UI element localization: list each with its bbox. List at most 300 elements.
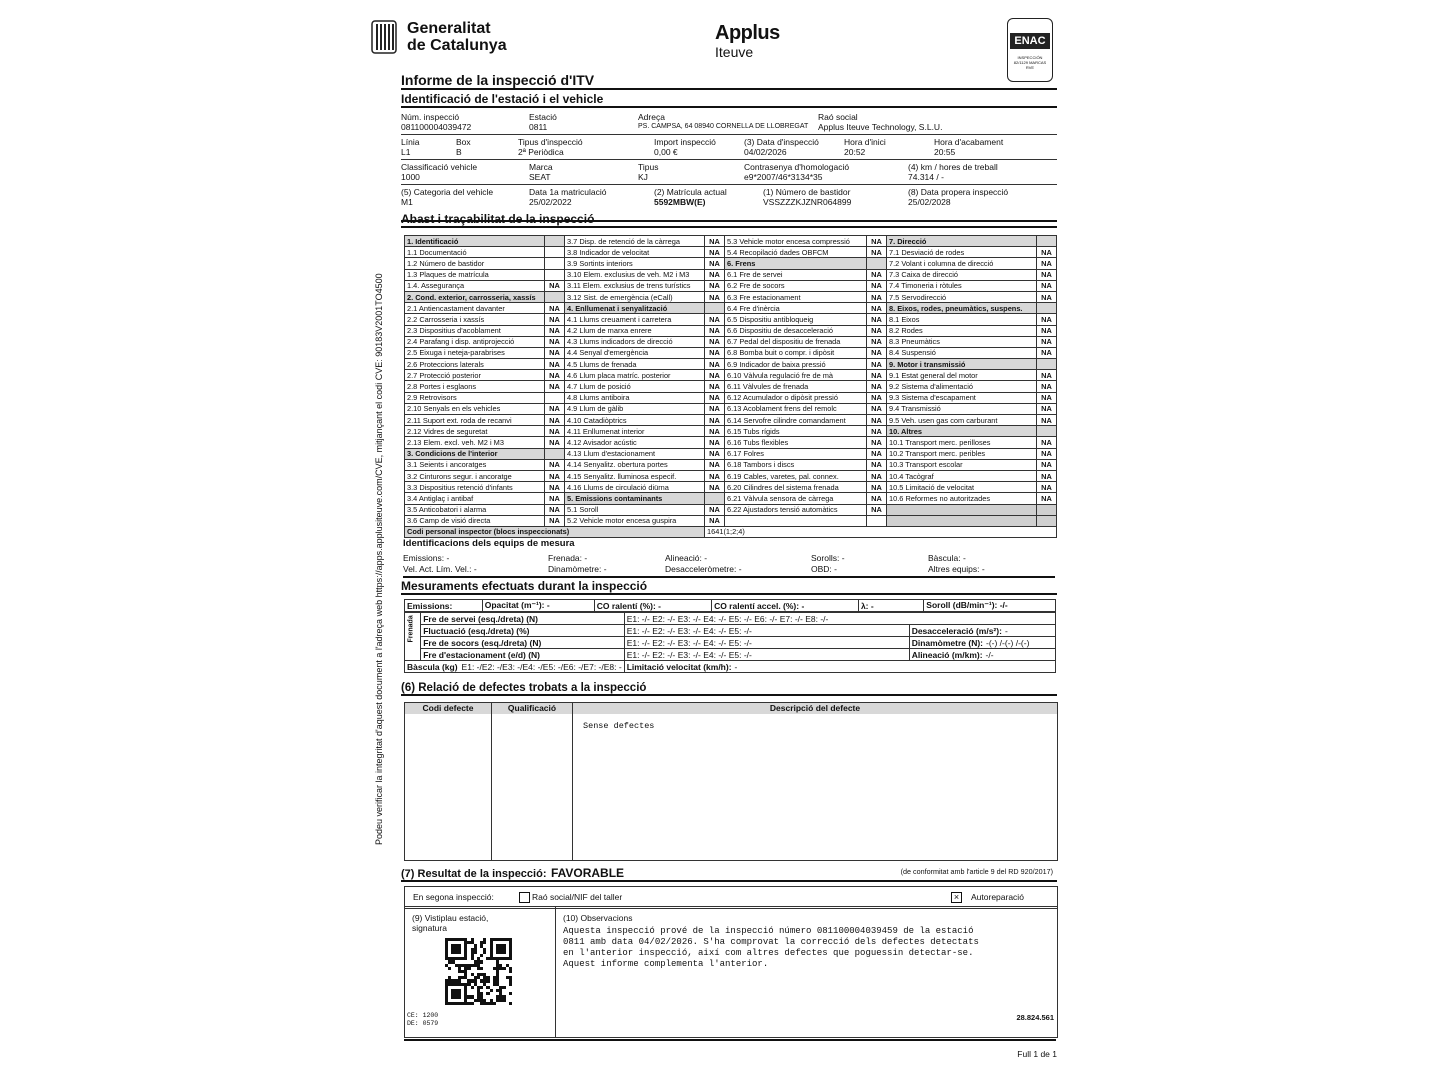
checklist-status: NA bbox=[545, 314, 565, 325]
col-descripcio: Descripció del defecte bbox=[573, 703, 1057, 714]
checklist-item: 2.1 Antiencastament davanter bbox=[405, 303, 545, 314]
checklist-status bbox=[545, 448, 565, 459]
checklist-status: NA bbox=[545, 459, 565, 470]
emission-field: CO ralentí (%): - bbox=[594, 600, 711, 612]
checklist-item: 3.5 Anticobatori i alarma bbox=[405, 504, 545, 515]
checklist-status: NA bbox=[705, 336, 725, 347]
defectes-title: (6) Relació de defectes trobats a la inspecció bbox=[401, 682, 1057, 696]
checklist-status: NA bbox=[867, 415, 887, 426]
checklist-status bbox=[867, 515, 887, 526]
emission-field: Opacitat (m⁻¹): - bbox=[482, 600, 594, 612]
checklist-status: NA bbox=[545, 493, 565, 504]
checklist-item: 2.12 Vidres de seguretat bbox=[405, 426, 545, 437]
mesur-section bbox=[404, 599, 1056, 673]
checklist-status bbox=[1037, 515, 1057, 526]
checklist-item: 3.8 Indicador de velocitat bbox=[565, 247, 705, 258]
checklist-item: 6.16 Tubs flexibles bbox=[725, 437, 867, 448]
checklist-item: 9.3 Sistema d'escapament bbox=[887, 392, 1037, 403]
measure-extra-value: -(-) /-(-) /-(-) bbox=[986, 637, 1030, 648]
bascula-value: E1: -/E2: -/E3: -/E4: -/E5: -/E6: -/E7: -/E8: - bbox=[461, 661, 622, 672]
checklist-status: NA bbox=[1037, 448, 1057, 459]
equip-field: Altres equips: - bbox=[928, 564, 985, 574]
checklist-status bbox=[1037, 359, 1057, 370]
checklist-status: NA bbox=[867, 280, 887, 291]
applus-logo: Applus bbox=[715, 22, 780, 44]
ident-field: Hora d'acabament 20:55 bbox=[934, 137, 1004, 157]
checklist-status: NA bbox=[867, 426, 887, 437]
checklist-status bbox=[545, 236, 565, 247]
checklist-item: 2.13 Elem. excl. veh. M2 i M3 bbox=[405, 437, 545, 448]
measure-label: Fre d'estacionament (e/d) (N) bbox=[421, 649, 624, 661]
checklist-item: 3.10 Elem. exclusius de veh. M2 i M3 bbox=[565, 269, 705, 280]
checklist-item: 6.7 Pedal del dispositiu de frenada bbox=[725, 336, 867, 347]
checklist-status: NA bbox=[705, 280, 725, 291]
checklist-status: NA bbox=[1037, 392, 1057, 403]
checklist-item: 10. Altres bbox=[887, 426, 1037, 437]
checklist-status: NA bbox=[545, 426, 565, 437]
checklist-item: 8. Eixos, rodes, pneumàtics, suspens. bbox=[887, 303, 1037, 314]
checklist-item: 4.7 Llum de posició bbox=[565, 381, 705, 392]
checklist-status: NA bbox=[545, 381, 565, 392]
ident-field: (3) Data d'inspecció 04/02/2026 bbox=[744, 137, 819, 157]
applus-sub: Iteuve bbox=[715, 44, 754, 60]
checklist-item: 5.4 Recopilació dades OBFCM bbox=[725, 247, 867, 258]
checklist-status: NA bbox=[867, 314, 887, 325]
checklist-item: 5. Emissions contaminants bbox=[565, 493, 705, 504]
checklist-item: 10.1 Transport merc. perilloses bbox=[887, 437, 1037, 448]
ident-field: Raó social Applus Iteuve Technology, S.L.U. bbox=[818, 112, 943, 132]
checklist-status: NA bbox=[545, 280, 565, 291]
checklist-status: NA bbox=[705, 504, 725, 515]
page-number: Full 1 de 1 bbox=[1017, 1049, 1057, 1059]
resultat-row: (7) Resultat de la inspecció: FAVORABLE (de conformitat amb l'article 9 del RD 920/2017) bbox=[401, 864, 1057, 882]
ident-field: Estació 0811 bbox=[529, 112, 557, 132]
checklist-item: 7.3 Caixa de direcció bbox=[887, 269, 1037, 280]
checklist-item: 6.22 Ajustadors tensió automàtics bbox=[725, 504, 867, 515]
checklist-item: 7.2 Volant i columna de direcció bbox=[887, 258, 1037, 269]
checklist-item: 6.11 Vàlvules de frenada bbox=[725, 381, 867, 392]
ident-field: (8) Data propera inspecció 25/02/2028 bbox=[908, 187, 1009, 207]
checklist-item: 6.8 Bomba buit o compr. i dipòsit bbox=[725, 347, 867, 358]
checklist-item: 6.4 Fre d'inèrcia bbox=[725, 303, 867, 314]
checklist-item: 2.4 Parafang i disp. antiprojecció bbox=[405, 336, 545, 347]
checklist-status: NA bbox=[705, 426, 725, 437]
checklist-item: 4.6 Llum placa matríc. posterior bbox=[565, 370, 705, 381]
checklist-status: NA bbox=[867, 392, 887, 403]
checklist-item bbox=[725, 515, 867, 526]
checklist-item: 7.1 Desviació de rodes bbox=[887, 247, 1037, 258]
ident-field: (1) Número de bastidor VSSZZZKJZNR064899 bbox=[763, 187, 852, 207]
checklist-item: 7. Direcció bbox=[887, 236, 1037, 247]
qr-code-icon bbox=[445, 938, 512, 1005]
checklist-item: 6.10 Vàlvula regulació fre de mà bbox=[725, 370, 867, 381]
checklist-status: NA bbox=[1037, 280, 1057, 291]
equips-section bbox=[403, 552, 1055, 578]
checklist-item: 3.7 Disp. de retenció de la càrrega bbox=[565, 236, 705, 247]
ident-field: (4) km / hores de treball 74.314 / - bbox=[908, 162, 998, 182]
checklist-item: 7.4 Timoneria i ròtules bbox=[887, 280, 1037, 291]
observacions-box bbox=[404, 906, 1058, 1038]
checklist-status bbox=[867, 258, 887, 269]
observacions-label: (10) Observacions bbox=[563, 913, 633, 923]
checklist-status: NA bbox=[705, 370, 725, 381]
verification-side-text: Podeu verificar la integritat d'aquest document a l'adreça web https://apps.applusiteuve.com/CVE, mitjançant el codi CVE: 90183V2001TO4500 bbox=[374, 273, 384, 845]
checklist-item: 6.6 Dispositiu de desacceleració bbox=[725, 325, 867, 336]
checklist-item: 2.7 Protecció posterior bbox=[405, 370, 545, 381]
autoreparacio-checkbox[interactable]: × bbox=[951, 892, 962, 903]
checklist-item: 9.1 Estat general del motor bbox=[887, 370, 1037, 381]
checklist-status: NA bbox=[705, 247, 725, 258]
checklist-item: 10.5 Limitació de velocitat bbox=[887, 482, 1037, 493]
checklist-status: NA bbox=[705, 437, 725, 448]
checklist-status: NA bbox=[1037, 403, 1057, 414]
checklist-item: 3.11 Elem. exclusius de trens turístics bbox=[565, 280, 705, 291]
checklist-item: 5.1 Soroll bbox=[565, 504, 705, 515]
ident-field: (5) Categoria del vehicle M1 bbox=[401, 187, 494, 207]
ident-section bbox=[401, 110, 1057, 222]
measure-extra-label: Alineació (m/km): bbox=[911, 649, 983, 660]
frenada-label: Frenada bbox=[407, 615, 415, 643]
checklist-item: 6.17 Folres bbox=[725, 448, 867, 459]
checklist-item: 9.5 Veh. usen gas com carburant bbox=[887, 415, 1037, 426]
checklist-status: NA bbox=[867, 470, 887, 481]
checklist-item: 2.3 Dispositius d'acoblament bbox=[405, 325, 545, 336]
checklist-item: 3.12 Sist. de emergència (eCall) bbox=[565, 291, 705, 302]
checklist-status: NA bbox=[545, 336, 565, 347]
checklist-item: 2.9 Retrovisors bbox=[405, 392, 545, 403]
equip-field: Vel. Act. Lím. Vel.: - bbox=[403, 564, 477, 574]
checklist-item: 5.3 Vehicle motor encesa compressió bbox=[725, 236, 867, 247]
ident-field: (2) Matrícula actual 5592MBW(E) bbox=[654, 187, 727, 207]
checklist-item: 2.6 Proteccions laterals bbox=[405, 359, 545, 370]
ident-title: Identificació de l'estació i el vehicle bbox=[401, 92, 1057, 108]
measure-extra-value: -/- bbox=[985, 649, 994, 660]
checklist-item: 6.9 Indicador de baixa pressió bbox=[725, 359, 867, 370]
checklist-item: 10.3 Transport escolar bbox=[887, 459, 1037, 470]
checklist-status: NA bbox=[545, 437, 565, 448]
checklist-item: 6.18 Tambors i discs bbox=[725, 459, 867, 470]
observacions-text: Aquesta inspecció prové de la inspecció número 081100004039459 de la estació 0811 amb data 04/02/2026. S'ha comprovat la correcció dels defectes detectats en l'anterior inspecció, així com altres defectes que poguessin detectar-se. Aquest informe complementa l'anterior. bbox=[563, 926, 979, 969]
checklist-status: NA bbox=[705, 381, 725, 392]
checklist-status: NA bbox=[705, 291, 725, 302]
checklist-item: 1.3 Plaques de matrícula bbox=[405, 269, 545, 280]
checklist-status: NA bbox=[1037, 370, 1057, 381]
checklist-item: 3.2 Cinturons segur. i ancoratge bbox=[405, 470, 545, 481]
checklist-item: 6.14 Servofre cilindre comandament bbox=[725, 415, 867, 426]
measure-label: Fre de servei (esq./dreta) (N) bbox=[421, 613, 624, 625]
measure-value: E1: -/- E2: -/- E3: -/- E4: -/- E5: -/- E6: -/- E7: -/- E8: -/- bbox=[624, 613, 1055, 625]
checklist-status: NA bbox=[867, 291, 887, 302]
checklist-status: NA bbox=[867, 493, 887, 504]
checklist-item: 4.4 Senyal d'emergència bbox=[565, 347, 705, 358]
ident-field: Núm. inspecció 081100004039472 bbox=[401, 112, 472, 132]
checklist-item: 10.4 Tacògraf bbox=[887, 470, 1037, 481]
checklist-item: 2.2 Carrosseria i xassís bbox=[405, 314, 545, 325]
col-qualificacio: Qualificació bbox=[492, 703, 573, 714]
checklist-status: NA bbox=[1037, 470, 1057, 481]
checklist-item: 9.2 Sistema d'alimentació bbox=[887, 381, 1037, 392]
checklist-item: 7.5 Servodirecció bbox=[887, 291, 1037, 302]
checklist-item: 4.9 Llum de gàlib bbox=[565, 403, 705, 414]
measure-value: E1: -/- E2: -/- E3: -/- E4: -/- E5: -/- bbox=[624, 649, 909, 661]
ident-field: Línia L1 bbox=[401, 137, 420, 157]
equip-field: Sorolls: - bbox=[811, 553, 845, 563]
checklist-status: NA bbox=[1037, 291, 1057, 302]
checklist-status: NA bbox=[1037, 459, 1057, 470]
checklist-status: NA bbox=[867, 336, 887, 347]
ident-field: Box B bbox=[456, 137, 471, 157]
measure-extra-label: Dinamòmetre (N): bbox=[911, 637, 983, 648]
checklist-item: 8.2 Rodes bbox=[887, 325, 1037, 336]
limitacio-value: - bbox=[734, 661, 738, 672]
report-title: Informe de la inspecció d'ITV bbox=[401, 72, 1057, 90]
equip-field: Emissions: - bbox=[403, 553, 450, 563]
checklist-item: 8.4 Suspensió bbox=[887, 347, 1037, 358]
checklist-status: NA bbox=[1037, 258, 1057, 269]
checklist-status bbox=[1037, 303, 1057, 314]
checklist-status bbox=[705, 303, 725, 314]
checklist-status: NA bbox=[1037, 437, 1057, 448]
checklist-item: 5.2 Vehicle motor encesa guspira bbox=[565, 515, 705, 526]
checklist-status: NA bbox=[1037, 347, 1057, 358]
checklist-item: 3.4 Antiglaç i antibaf bbox=[405, 493, 545, 504]
bascula-label: Bàscula (kg) bbox=[407, 661, 458, 672]
defect-description: Sense defectes bbox=[583, 721, 655, 731]
checklist-item: 6.1 Fre de servei bbox=[725, 269, 867, 280]
checklist-item: 1.4. Assegurança bbox=[405, 280, 545, 291]
measure-extra-value: - bbox=[1004, 625, 1008, 636]
equip-field: Alineació: - bbox=[665, 553, 708, 563]
checklist-status: NA bbox=[545, 470, 565, 481]
measure-value: E1: -/- E2: -/- E3: -/- E4: -/- E5: -/- bbox=[624, 625, 909, 637]
checklist-item: 6.13 Acoblament frens del remolc bbox=[725, 403, 867, 414]
checklist-status bbox=[705, 493, 725, 504]
measure-value: E1: -/- E2: -/- E3: -/- E4: -/- E5: -/- bbox=[624, 637, 909, 649]
defectes-table bbox=[404, 702, 1058, 861]
checklist-status: NA bbox=[705, 314, 725, 325]
checklist-item: 2. Cond. exterior, carrosseria, xassís bbox=[405, 291, 545, 302]
document-code: 28.824.561 bbox=[1016, 1013, 1054, 1022]
checklist-status: NA bbox=[867, 482, 887, 493]
checklist-status: NA bbox=[1037, 314, 1057, 325]
checklist-item: 6.12 Acumulador o dipòsit pressió bbox=[725, 392, 867, 403]
checklist-item: 6.3 Fre estacionament bbox=[725, 291, 867, 302]
checklist-status: NA bbox=[705, 347, 725, 358]
emission-field: λ: - bbox=[858, 600, 923, 612]
ident-field: Tipus d'inspecció 2ª Periòdica bbox=[518, 137, 583, 157]
checklist-item: 6.19 Cables, varetes, pal. connex. bbox=[725, 470, 867, 481]
checklist-item: 1.2 Número de bastidor bbox=[405, 258, 545, 269]
ident-field: Hora d'inici 20:52 bbox=[844, 137, 886, 157]
checklist-status: NA bbox=[545, 325, 565, 336]
resultat-value: FAVORABLE bbox=[550, 866, 625, 880]
checklist-status: NA bbox=[705, 482, 725, 493]
checklist-item: 3. Condicions de l'interior bbox=[405, 448, 545, 459]
checklist-status: NA bbox=[545, 504, 565, 515]
checklist-item: 6.20 Cilindres del sistema frenada bbox=[725, 482, 867, 493]
checklist-item bbox=[887, 515, 1037, 526]
checklist-item: 4.16 Llums de circulació diürna bbox=[565, 482, 705, 493]
measure-label: Fluctuació (esq./dreta) (%) bbox=[421, 625, 624, 637]
checklist-status: NA bbox=[545, 303, 565, 314]
checklist-item: 6.5 Dispositiu antibloqueig bbox=[725, 314, 867, 325]
checklist-status: NA bbox=[705, 470, 725, 481]
checklist-item: 3.1 Seients i ancoratges bbox=[405, 459, 545, 470]
checklist-status bbox=[545, 258, 565, 269]
checklist-status: NA bbox=[867, 303, 887, 314]
equip-field: Dinamòmetre: - bbox=[548, 564, 607, 574]
checklist-status bbox=[545, 269, 565, 280]
checklist-status: NA bbox=[1037, 325, 1057, 336]
checklist-status: NA bbox=[545, 347, 565, 358]
checklist-item: 4.11 Enllumenat interior bbox=[565, 426, 705, 437]
checklist-status: NA bbox=[867, 437, 887, 448]
ident-field: Classificació vehicle 1000 bbox=[401, 162, 478, 182]
vistiplau-label: (9) Vistiplau estació, signatura bbox=[412, 913, 489, 933]
checklist-status: NA bbox=[705, 269, 725, 280]
checklist-item: 6. Frens bbox=[725, 258, 867, 269]
checklist-status: NA bbox=[867, 347, 887, 358]
checklist-item: 2.10 Senyals en els vehicles bbox=[405, 403, 545, 414]
checklist-status bbox=[1037, 426, 1057, 437]
checklist-item bbox=[887, 504, 1037, 515]
mesur-title: Mesuraments efectuats durant la inspecció bbox=[401, 579, 1057, 595]
checklist-status: NA bbox=[1037, 482, 1057, 493]
checklist-item: 4.13 Llum d'estacionament bbox=[565, 448, 705, 459]
checklist-item: 4.3 Llums indicadors de direcció bbox=[565, 336, 705, 347]
equip-field: OBD: - bbox=[811, 564, 837, 574]
ce-code: CE: 1200 bbox=[407, 1012, 439, 1019]
checklist-item: 1. Identificació bbox=[405, 236, 545, 247]
limitacio-label: Limitació velocitat (km/h): bbox=[626, 661, 732, 672]
checklist-status: NA bbox=[545, 415, 565, 426]
equip-field: Frenada: - bbox=[548, 553, 588, 563]
checklist-status bbox=[545, 392, 565, 403]
emission-field: CO ralentí accel. (%): - bbox=[712, 600, 859, 612]
checklist-status: NA bbox=[1037, 247, 1057, 258]
checklist-status: NA bbox=[1037, 381, 1057, 392]
measure-extra-label: Desacceleració (m/s²): bbox=[911, 625, 1002, 636]
emission-field: Emissions: bbox=[405, 600, 483, 612]
checklist-status: NA bbox=[867, 247, 887, 258]
checklist-status: NA bbox=[867, 504, 887, 515]
checklist-status: NA bbox=[705, 392, 725, 403]
inspector-value: 1641(1;2;4) bbox=[705, 526, 1057, 537]
checklist-item: 4.10 Catadiòptrics bbox=[565, 415, 705, 426]
checklist-item: 4.8 Llums antiboira bbox=[565, 392, 705, 403]
abast-title: Abast i traçabilitat de la inspecció bbox=[401, 212, 1057, 228]
checklist-status: NA bbox=[705, 459, 725, 470]
checklist-status bbox=[545, 291, 565, 302]
de-code: DE: 0579 bbox=[407, 1020, 439, 1027]
checklist-status: NA bbox=[1037, 493, 1057, 504]
checklist-status: NA bbox=[867, 269, 887, 280]
checklist-status: NA bbox=[867, 370, 887, 381]
generalitat-logo: Generalitat de Catalunya bbox=[407, 20, 507, 54]
checklist-status: NA bbox=[867, 359, 887, 370]
checklist-item: 4.12 Avisador acústic bbox=[565, 437, 705, 448]
checklist-status: NA bbox=[705, 415, 725, 426]
checklist-item: 9.4 Transmissió bbox=[887, 403, 1037, 414]
checklist-item: 2.5 Eixuga i neteja-parabrises bbox=[405, 347, 545, 358]
equip-field: Desacceleròmetre: - bbox=[665, 564, 742, 574]
raosocial-checkbox[interactable] bbox=[519, 892, 530, 903]
generalitat-emblem-icon bbox=[371, 20, 397, 54]
checklist-status: NA bbox=[867, 381, 887, 392]
checklist-item: 3.3 Dispositius retenció d'infants bbox=[405, 482, 545, 493]
checklist-item: 6.21 Vàlvula sensora de càrrega bbox=[725, 493, 867, 504]
checklist-item: 6.2 Fre de socors bbox=[725, 280, 867, 291]
checklist-status: NA bbox=[867, 459, 887, 470]
ident-field: Data 1a matriculació 25/02/2022 bbox=[529, 187, 607, 207]
segona-row: En segona inspecció: Raó social/NIF del taller × Autoreparació bbox=[404, 886, 1058, 909]
enac-logo: ENAC INSPECCIÓN 82/1129 MARCAS RVE bbox=[1007, 18, 1053, 82]
checklist-status: NA bbox=[545, 370, 565, 381]
checklist-status: NA bbox=[545, 359, 565, 370]
checklist-item: 8.3 Pneumàtics bbox=[887, 336, 1037, 347]
checklist-status: NA bbox=[545, 515, 565, 526]
ident-field: Import inspecció 0,00 € bbox=[654, 137, 716, 157]
checklist-status: NA bbox=[705, 448, 725, 459]
checklist-status bbox=[1037, 236, 1057, 247]
checklist-status: NA bbox=[867, 236, 887, 247]
checklist-item: 2.11 Suport ext. roda de recanvi bbox=[405, 415, 545, 426]
checklist-status bbox=[1037, 504, 1057, 515]
checklist-status: NA bbox=[705, 515, 725, 526]
checklist-status: NA bbox=[867, 403, 887, 414]
checklist-status: NA bbox=[705, 359, 725, 370]
checklist-status: NA bbox=[705, 258, 725, 269]
checklist-status: NA bbox=[705, 403, 725, 414]
checklist-item: 1.1 Documentació bbox=[405, 247, 545, 258]
checklist-item: 2.8 Portes i esglaons bbox=[405, 381, 545, 392]
checklist-item: 9. Motor i transmissió bbox=[887, 359, 1037, 370]
checklist-item: 4.2 Llum de marxa enrere bbox=[565, 325, 705, 336]
ident-field: Marca SEAT bbox=[529, 162, 553, 182]
checklist-item: 10.2 Transport merc. peribles bbox=[887, 448, 1037, 459]
equips-title: Identificacions dels equips de mesura bbox=[403, 538, 575, 549]
checklist-status: NA bbox=[1037, 415, 1057, 426]
checklist-status: NA bbox=[545, 482, 565, 493]
checklist-item: 4.14 Senyalitz. obertura portes bbox=[565, 459, 705, 470]
ident-field: Adreça PS. CAMPSA, 64 08940 CORNELLA DE LLOBREGAT bbox=[638, 112, 809, 130]
checklist-item: 4.5 Llums de frenada bbox=[565, 359, 705, 370]
checklist-status: NA bbox=[1037, 336, 1057, 347]
ident-field: Tipus KJ bbox=[638, 162, 659, 182]
emission-field: Soroll (dB/min⁻¹): -/- bbox=[924, 600, 1056, 612]
measure-label: Fre de socors (esq./dreta) (N) bbox=[421, 637, 624, 649]
checklist-status: NA bbox=[867, 325, 887, 336]
checklist-item: 6.15 Tubs rígids bbox=[725, 426, 867, 437]
checklist-status: NA bbox=[545, 403, 565, 414]
checklist-status bbox=[545, 247, 565, 258]
ident-field: Contrasenya d'homologació e9*2007/46*3134*35 bbox=[744, 162, 850, 182]
checklist-item: 8.1 Eixos bbox=[887, 314, 1037, 325]
checklist-item: 4. Enllumenat i senyalització bbox=[565, 303, 705, 314]
inspector-label: Codi personal inspector (blocs inspeccionats) bbox=[405, 526, 705, 537]
itv-report-page bbox=[395, 14, 1063, 1066]
checklist-item: 4.1 Llums creuament i carretera bbox=[565, 314, 705, 325]
checklist-item: 3.6 Camp de visió directa bbox=[405, 515, 545, 526]
abast-grid bbox=[404, 235, 1056, 538]
checklist-item: 10.6 Reformes no autoritzades bbox=[887, 493, 1037, 504]
checklist-status: NA bbox=[705, 236, 725, 247]
checklist-status: NA bbox=[705, 325, 725, 336]
col-codi-defecte: Codi defecte bbox=[405, 703, 492, 714]
equip-field: Bàscula: - bbox=[928, 553, 966, 563]
checklist-status: NA bbox=[867, 448, 887, 459]
checklist-item: 4.15 Senyalitz. lluminosa especif. bbox=[565, 470, 705, 481]
